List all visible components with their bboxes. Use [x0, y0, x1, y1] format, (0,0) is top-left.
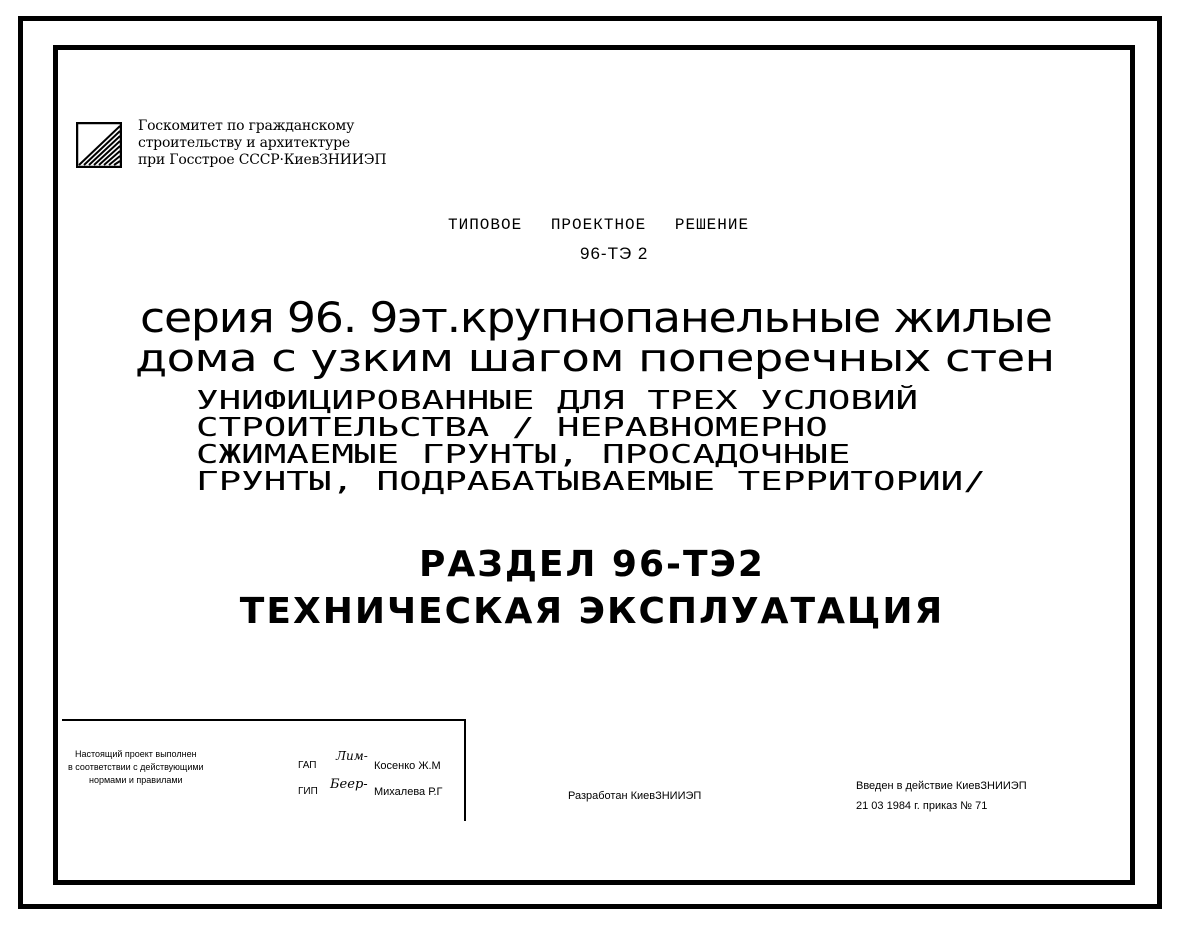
section-name: ТЕХНИЧЕСКАЯ ЭКСПЛУАТАЦИЯ — [239, 591, 945, 632]
document-code: 96-ТЭ 2 — [580, 244, 649, 263]
stamp-roles — [298, 753, 318, 805]
role-gip: ГИП — [298, 786, 318, 797]
fan-lines-logo — [76, 122, 122, 168]
stamp-names — [374, 753, 443, 805]
signature-2: Беер- — [330, 777, 368, 792]
organization-block — [138, 118, 386, 169]
unified-conditions-block — [196, 388, 986, 496]
signature-1: Лим- — [336, 749, 368, 763]
document-type-word: ТИПОВОЕ — [448, 216, 523, 234]
note-line: нормами и правилами — [88, 775, 183, 785]
organization-line: при Госстрое СССР·КиевЗНИИЭП — [138, 152, 387, 168]
series-title-line-1: серия 96. 9эт.крупнопанельные жилые — [140, 293, 1052, 342]
unified-line: СТРОИТЕЛЬСТВА / НЕРАВНОМЕРНО — [196, 413, 828, 443]
introduced-line-1: Введен в действие КиевЗНИИЭП — [856, 780, 1027, 792]
section-title — [0, 544, 1184, 632]
compliance-note — [68, 748, 204, 787]
unified-line: СЖИМАЕМЫЕ ГРУНТЫ, ПРОСАДОЧНЫЕ — [196, 440, 851, 470]
organization-line: Госкомитет по гражданскому — [138, 118, 355, 134]
unified-line: ГРУНТЫ, ПОДРАБАТЫВАЕМЫЕ ТЕРРИТОРИИ/ — [196, 467, 986, 497]
note-line: в соответствии с действующими — [68, 762, 204, 772]
document-type-word: ПРОЕКТНОЕ — [550, 216, 647, 234]
series-title-line-2: дома с узким шагом поперечных стен — [135, 336, 1055, 380]
role-gap: ГАП — [298, 760, 317, 771]
organization-line: строительству и архитектуре — [138, 135, 350, 151]
name-gip: Михалева Р.Г — [374, 786, 443, 798]
unified-line: УНИФИЦИРОВАННЫЕ ДЛЯ ТРЕХ УСЛОВИЙ — [196, 386, 919, 416]
introduced-block — [856, 776, 1027, 816]
introduced-line-2: 21 03 1984 г. приказ № 71 — [856, 800, 988, 812]
developed-by: Разработан КиевЗНИИЭП — [568, 790, 702, 802]
note-line: Настоящий проект выполнен — [75, 749, 197, 759]
name-gap: Косенко Ж.М — [374, 760, 441, 772]
section-number: РАЗДЕЛ 96-ТЭ2 — [419, 544, 765, 585]
document-type — [448, 216, 767, 234]
document-type-word: РЕШЕНИЕ — [674, 216, 750, 234]
